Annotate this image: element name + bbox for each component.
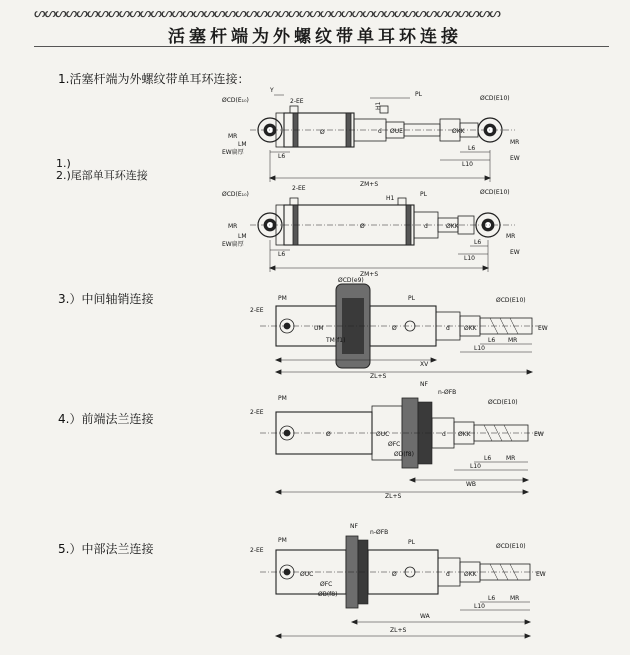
d5-kk: ØKK: [464, 571, 477, 578]
section-5-label: 5.）中部法兰连接: [58, 542, 154, 556]
d5-nf: NF: [350, 523, 358, 530]
d3-tm: TM(f1): [326, 337, 346, 344]
d5-l6: L6: [488, 595, 496, 602]
d2-ew-left: EW扁厚: [222, 241, 244, 248]
d2-phi: Ø: [360, 223, 365, 230]
d4-l6: L6: [484, 455, 492, 462]
d5-mr: MR: [510, 595, 520, 602]
d3-pl: PL: [408, 295, 415, 302]
d1-l10: L10: [462, 161, 473, 168]
d5-uc: ØUC: [300, 571, 314, 578]
d1-zm: ZM+S: [360, 181, 379, 188]
d4-fc: ØFC: [388, 441, 401, 448]
d1-ee: 2-EE: [290, 98, 304, 105]
section-2-prefix: 1.): [56, 157, 71, 170]
d5-ee: 2-EE: [250, 547, 264, 554]
d2-mr-left: MR: [228, 223, 238, 230]
d4-cd-right: ØCD(E10): [488, 399, 518, 406]
section-1-label: 1.活塞杆端为外螺纹带单耳环连接：: [58, 72, 250, 86]
d2-pl: PL: [420, 191, 427, 198]
page-title: 活塞杆端为外螺纹带单耳环连接: [168, 27, 462, 47]
d3-ee: 2-EE: [250, 307, 264, 314]
d5-zl: ZL+S: [390, 627, 407, 634]
d2-kk: ØKK: [446, 223, 459, 230]
d4-mr: MR: [506, 455, 516, 462]
d5-d: d: [446, 571, 450, 578]
d4-uc: ØUC: [376, 431, 390, 438]
section-2-label: 2.)尾部单耳环连接: [56, 169, 148, 182]
d3-kk: ØKK: [464, 325, 477, 332]
drawing-1-rod-end-eye: [250, 95, 515, 182]
d2-cd-right: ØCD(E10): [480, 189, 510, 196]
d3-l10: L10: [474, 345, 485, 352]
d4-fb: n-ØFB: [438, 389, 457, 396]
d4-pm: PM: [278, 395, 287, 402]
d2-d: d: [424, 223, 428, 230]
d4-nf: NF: [420, 381, 428, 388]
d3-phi: Ø: [392, 325, 397, 332]
d5-phi: Ø: [392, 571, 397, 578]
drawing-2-labels: [222, 185, 520, 278]
d3-mr: MR: [508, 337, 518, 344]
d4-kk: ØKK: [458, 431, 471, 438]
section-3-label: 3.）中间轴销连接: [58, 292, 154, 306]
d1-phi: Ø: [320, 129, 325, 136]
d4-d-f8: ØD(f8): [394, 451, 414, 458]
d5-l10: L10: [474, 603, 485, 610]
d5-fc: ØFC: [320, 581, 333, 588]
d1-kk: ØKK: [452, 128, 465, 135]
d1-pl: PL: [415, 91, 422, 98]
drawing-2-rear-eye: [250, 198, 515, 272]
drawing-3-labels: [250, 277, 548, 380]
d3-cd-right: ØCD(E10): [496, 297, 526, 304]
d5-pm: PM: [278, 537, 287, 544]
d1-ew-right: EW: [510, 155, 520, 162]
d1-cd-right: ØCD(E10): [480, 95, 510, 102]
d3-d: d: [446, 325, 450, 332]
d2-h1: H1: [386, 195, 395, 202]
d2-ee: 2-EE: [292, 185, 306, 192]
d5-ew: EW: [536, 571, 546, 578]
d5-wa: WA: [420, 613, 430, 620]
d4-d: d: [442, 431, 446, 438]
d3-zl: ZL+S: [370, 373, 387, 380]
d2-l10: L10: [464, 255, 475, 262]
drawing-4-front-flange: [260, 398, 545, 494]
d1-l6r: L6: [468, 145, 476, 152]
d2-lm: LM: [238, 233, 247, 240]
d1-mr-left: MR: [228, 133, 238, 140]
d5-b-f8: ØB(f8): [318, 591, 338, 598]
d5-pl: PL: [408, 539, 415, 546]
d2-ew-right: EW: [510, 249, 520, 256]
d1-d: d: [378, 128, 382, 135]
d2-cd-left: ØCD(E₁₀): [222, 191, 249, 198]
d2-zm: ZM+S: [360, 271, 379, 278]
d5-cd-right: ØCD(E10): [496, 543, 526, 550]
d2-l6r: L6: [474, 239, 482, 246]
d1-ew-left: EW扁厚: [222, 149, 244, 156]
d4-phi: Ø: [326, 431, 331, 438]
d3-ew: EW: [538, 325, 548, 332]
d4-ew: EW: [534, 431, 544, 438]
d1-y: Y: [270, 87, 274, 94]
d1-lm: LM: [238, 141, 247, 148]
decorative-border-pattern: ᔕᔕᔕᔕᔕᔕᔕᔕᔕᔕᔕᔕᔕᔕᔕᔕᔕᔕᔕᔕᔕᔕᔕᔕᔕᔕᔕᔕᔕᔕᔕᔕᔕᔕᔕᔕᔕᔕᔕᔕᔕᔕᔕᔕ: [34, 6, 500, 20]
d2-l6: L6: [278, 251, 286, 258]
d4-wb: WB: [466, 481, 477, 488]
drawing-1-labels: [222, 87, 520, 188]
d1-l6: L6: [278, 153, 286, 160]
drawing-5-middle-flange: [260, 536, 545, 638]
d3-cd-top: ØCD(e9): [338, 277, 364, 284]
d5-fb: n-ØFB: [370, 529, 389, 536]
d4-l10: L10: [470, 463, 481, 470]
section-4-label: 4.）前端法兰连接: [58, 412, 154, 426]
d4-ee: 2-EE: [250, 409, 264, 416]
d4-zl: ZL+S: [385, 493, 402, 500]
d1-h1: H1: [375, 101, 382, 110]
d1-cd-left: ØCD(E₁₀): [222, 97, 249, 104]
d3-xv: XV: [420, 361, 429, 368]
drawing-5-labels: [250, 523, 546, 634]
d3-l6: L6: [488, 337, 496, 344]
d3-um: UM: [314, 325, 324, 332]
d2-mr-right: MR: [506, 233, 516, 240]
d1-mr-right: MR: [510, 139, 520, 146]
d3-pm: PM: [278, 295, 287, 302]
d1-ue: ØUE: [390, 128, 403, 135]
drawing-4-labels: [250, 381, 544, 500]
